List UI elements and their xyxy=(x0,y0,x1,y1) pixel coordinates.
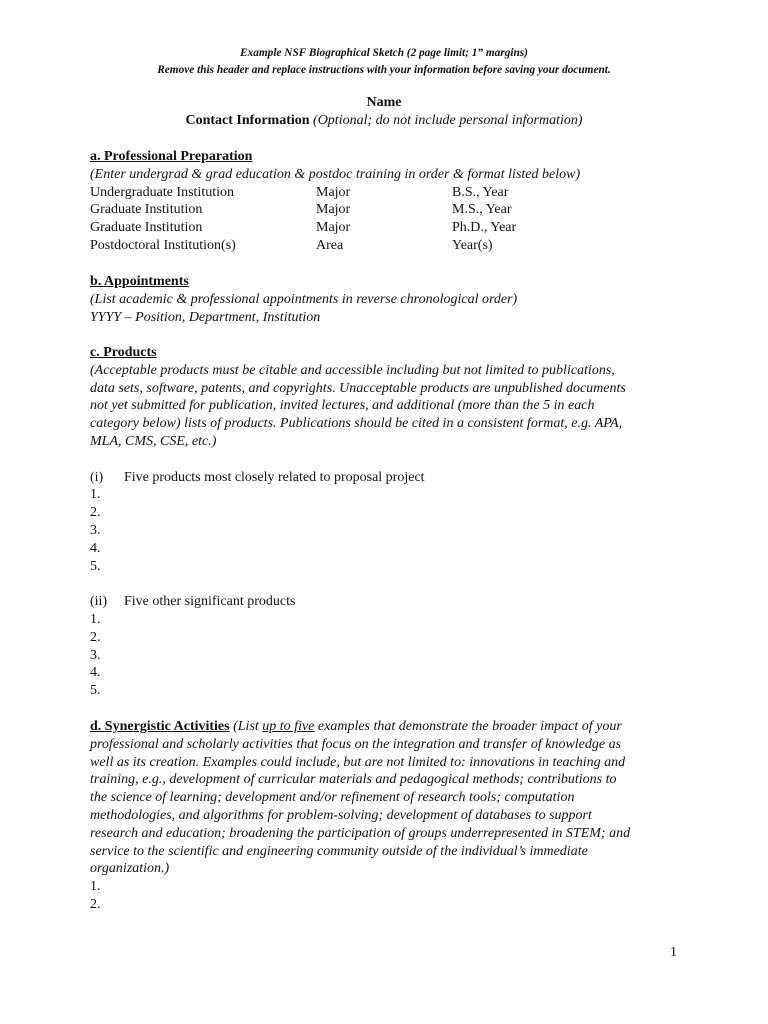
degree-cell: M.S., Year xyxy=(452,202,512,218)
contact-note: (Optional; do not include personal information) xyxy=(309,113,583,128)
major-cell: Major xyxy=(316,202,351,218)
section-c-instruction-line: MLA, CMS, CSE, etc.) xyxy=(90,433,217,449)
section-d-first-line xyxy=(90,718,680,736)
major-cell: Major xyxy=(316,184,351,200)
institution-cell: Graduate Institution xyxy=(90,220,203,236)
major-cell: Area xyxy=(316,237,344,253)
section-b-format: YYYY – Position, Department, Institution xyxy=(90,309,321,325)
section-professional-preparation xyxy=(90,148,680,255)
education-row xyxy=(90,201,680,219)
section-d-line: training, e.g., development of curricular materials and pedagogical methods; contributions to xyxy=(90,772,617,788)
roman-numeral: (i) xyxy=(90,469,104,485)
section-d-line: the science of learning; development and/or refinement of research tools; computation xyxy=(90,790,575,806)
contact-label: Contact Information xyxy=(185,113,310,128)
section-c-instruction-line: (Acceptable products must be citable and accessible including but not limited to publications, xyxy=(90,362,615,378)
section-b-title: b. Appointments xyxy=(90,274,189,289)
list-item: 2. xyxy=(90,629,101,645)
name-heading: Name xyxy=(366,95,402,110)
header-line-2: Remove this header and replace instructions with your information before saving your document. xyxy=(157,64,611,76)
education-row xyxy=(90,184,680,202)
education-row xyxy=(90,237,680,255)
section-products xyxy=(90,344,680,700)
degree-cell: Ph.D., Year xyxy=(452,220,517,236)
products-group-ii-heading xyxy=(90,593,680,611)
list-item: 4. xyxy=(90,665,101,681)
institution-cell: Postdoctoral Institution(s) xyxy=(90,237,236,253)
section-d-line: methodologies, and algorithms for problem-solving; development of databases to support xyxy=(90,807,592,823)
section-b-instruction: (List academic & professional appointments in reverse chronological order) xyxy=(90,291,518,307)
institution-cell: Graduate Institution xyxy=(90,202,203,218)
major-cell: Major xyxy=(316,220,351,236)
section-appointments xyxy=(90,273,680,326)
section-d-line: professional and scholarly activities that focus on the integration and transfer of knowledge as xyxy=(90,736,622,752)
roman-numeral: (ii) xyxy=(90,594,108,610)
list-item: 4. xyxy=(90,540,101,556)
group-label: Five products most closely related to proposal project xyxy=(124,469,425,485)
education-row xyxy=(90,219,680,237)
section-d-line: organization.) xyxy=(90,861,170,877)
list-item: 2. xyxy=(90,896,101,912)
contact-information xyxy=(0,112,768,130)
section-d-line: service to the scientific and engineering community outside of the individual’s immediate xyxy=(90,843,588,859)
products-group-i-heading xyxy=(90,469,680,487)
list-item: 1. xyxy=(90,487,101,503)
list-item: 5. xyxy=(90,683,101,699)
group-label: Five other significant products xyxy=(124,594,296,610)
section-d-line: well as its creation. Examples could include, but are not limited to: innovations in teaching and xyxy=(90,754,626,770)
list-item: 3. xyxy=(90,647,101,663)
section-d-line: research and education; broadening the participation of groups underrepresented in STEM; and xyxy=(90,825,631,841)
list-item: 2. xyxy=(90,505,101,521)
section-c-instruction-line: not yet submitted for publication, invited lectures, and additional (more than the 5 in each xyxy=(90,398,595,414)
section-c-instruction-line: category below) lists of products. Publications should be cited in a consistent format, e.g. APA, xyxy=(90,416,623,432)
list-item: 3. xyxy=(90,522,101,538)
header-line-1: Example NSF Biographical Sketch (2 page limit; 1” margins) xyxy=(240,47,528,59)
section-d-emphasis: up to five xyxy=(262,719,315,734)
section-d-title: d. Synergistic Activities xyxy=(90,719,230,734)
list-item: 1. xyxy=(90,611,101,627)
institution-cell: Undergraduate Institution xyxy=(90,184,234,200)
section-c-title: c. Products xyxy=(90,345,157,360)
page-number: 1 xyxy=(670,945,677,960)
section-d-lead-cont: examples that demonstrate the broader impact of your xyxy=(314,719,622,734)
degree-cell: Year(s) xyxy=(452,237,493,253)
section-c-instruction-line: data sets, software, patents, and copyrights. Unacceptable products are unpublished documents xyxy=(90,380,626,396)
section-d-lead: (List xyxy=(229,719,263,734)
section-a-title: a. Professional Preparation xyxy=(90,149,253,164)
degree-cell: B.S., Year xyxy=(452,184,509,200)
section-synergistic-activities xyxy=(90,718,680,914)
list-item: 5. xyxy=(90,558,101,574)
list-item: 1. xyxy=(90,879,101,895)
section-a-instruction: (Enter undergrad & grad education & postdoc training in order & format listed below) xyxy=(90,166,581,182)
